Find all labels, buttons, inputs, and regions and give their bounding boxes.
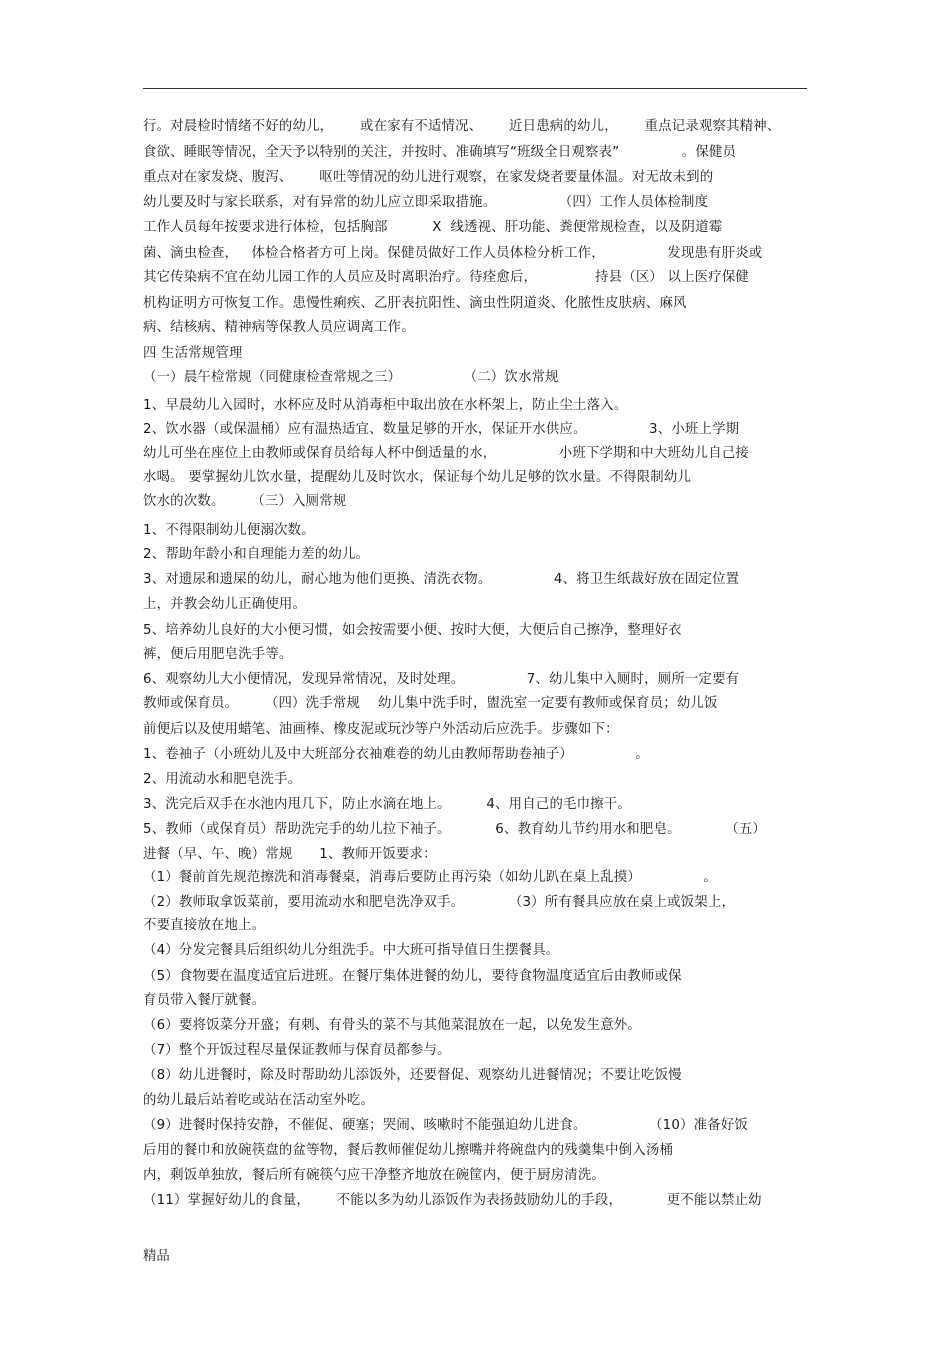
text-line: 2、用流动水和肥皂洗手。 — [143, 772, 302, 787]
text-line: （1）餐前首先规范擦洗和消毒餐桌，消毒后要防止再污染（如幼儿趴在桌上乱摸） 。 — [143, 870, 717, 885]
text-line: 病、结核病、精神病等保教人员应调离工作。 — [143, 320, 415, 335]
text-line: 教师或保育员。 （四）洗手常规 幼儿集中洗手时，盥洗室一定要有教师或保育员；幼儿饭 — [143, 696, 718, 711]
text-line: 机构证明方可恢复工作。患慢性痢疾、乙肝表抗阳性、滴虫性阴道炎、化脓性皮肤病、麻风 — [143, 296, 687, 311]
text-line: 5、培养幼儿良好的大小便习惯，如会按需要小便、按时大便，大便后自己擦净，整理好衣 — [143, 623, 682, 638]
text-line: 其它传染病不宜在幼儿园工作的人员应及时离职治疗。待痊愈后， 持县（区） 以上医疗保健 — [143, 270, 750, 285]
text-line: 育员带入餐厅就餐。 — [143, 993, 266, 1008]
text-line: 四 生活常规管理 — [143, 346, 243, 361]
text-line: （2）教师取拿饭菜前，要用流动水和肥皂洗净双手。 （3）所有餐具应放在桌上或饭架上， — [143, 895, 736, 910]
text-line: 重点对在家发烧、腹泻、 呕吐等情况的幼儿进行观察，在家发烧者要量体温。对无故未到的 — [143, 170, 714, 185]
text-line: 不要直接放在地上。 — [143, 918, 266, 933]
text-line: 行。对晨检时情绪不好的幼儿， 或在家有不适情况、 近日患病的幼儿， 重点记录观察其精神、 — [143, 119, 781, 134]
text-line: （7）整个开饭过程尽量保证教师与保育员都参与。 — [143, 1043, 451, 1058]
text-line: （6）要将饭菜分开盛；有刺、有骨头的菜不与其他菜混放在一起，以免发生意外。 — [143, 1018, 641, 1033]
header-rule — [143, 88, 807, 89]
text-line: 内，剩饭单独放，餐后所有碗筷勺应干净整齐地放在碗筐内，便于厨房清洗。 — [143, 1168, 606, 1183]
text-line: 3、洗完后双手在水池内甩几下，防止水滴在地上。 4、用自己的毛巾擦干。 — [143, 797, 631, 812]
text-line: 3、对遗尿和遗屎的幼儿，耐心地为他们更换、清洗衣物。 4、将卫生纸裁好放在固定位置 — [143, 572, 740, 587]
text-line: 前便后以及使用蜡笔、油画棒、橡皮泥或玩沙等户外活动后应洗手。步骤如下： — [143, 722, 619, 737]
text-line: 1、早晨幼儿入园时，水杯应及时从消毒柜中取出放在水杯架上，防止尘土落入。 — [143, 398, 628, 413]
text-line: 上，并教会幼儿正确使用。 — [143, 597, 307, 612]
text-line: 的幼儿最后站着吃或站在活动室外吃。 — [143, 1093, 375, 1108]
text-line: 2、帮助年龄小和自理能力差的幼儿。 — [143, 547, 370, 562]
text-line: （一）晨午检常规（同健康检查常规之三） （二）饮水常规 — [143, 370, 559, 385]
text-line: 6、观察幼儿大小便情况，发现异常情况，及时处理。 7、幼儿集中入厕时，厕所一定要有 — [143, 672, 740, 687]
text-line: （8）幼儿进餐时，除及时帮助幼儿添饭外，还要督促、观察幼儿进餐情况；不要让吃饭慢 — [143, 1068, 682, 1083]
text-line: 幼儿可坐在座位上由教师或保育员给每人杯中倒适量的水， 小班下学期和中大班幼儿自己接 — [143, 446, 750, 461]
text-line: （5）食物要在温度适宜后进班。在餐厅集体进餐的幼儿，要待食物温度适宜后由教师或保 — [143, 969, 682, 984]
footer-label: 精品 — [143, 1249, 170, 1264]
text-line: 工作人员每年按要求进行体检，包括胸部 X 线透视、肝功能、粪便常规检查，以及阴道霉 — [143, 220, 723, 235]
text-line: 2、饮水器（或保温桶）应有温热适宜、数量足够的开水，保证开水供应。 3、小班上学期 — [143, 422, 740, 437]
text-line: 1、不得限制幼儿便溺次数。 — [143, 523, 315, 538]
text-line: 水喝。 要掌握幼儿饮水量，提醒幼儿及时饮水，保证每个幼儿足够的饮水量。不得限制幼儿 — [143, 470, 692, 485]
text-line: 1、卷袖子（小班幼儿及中大班部分衣袖难卷的幼儿由教师帮助卷袖子） 。 — [143, 747, 650, 762]
text-line: （11）掌握好幼儿的食量， 不能以多为幼儿添饭作为表扬鼓励幼儿的手段， 更不能以禁止幼 — [143, 1193, 762, 1208]
text-line: 菌、滴虫检查， 体检合格者方可上岗。保健员做好工作人员体检分析工作， 发现患有肝炎或 — [143, 246, 763, 261]
text-line: 裤，便后用肥皂洗手等。 — [143, 647, 293, 662]
text-line: 进餐（早、午、晚）常规 1、教师开饭要求： — [143, 847, 437, 862]
text-line: 饮水的次数。 （三）入厕常规 — [143, 494, 347, 509]
text-line: （4）分发完餐具后组织幼儿分组洗手。中大班可指导值日生摆餐具。 — [143, 943, 560, 958]
text-line: （9）进餐时保持安静，不催促、硬塞；哭闹、咳嗽时不能强迫幼儿进食。 （10）准备好饭 — [143, 1118, 748, 1133]
text-line: 5、教师（或保育员）帮助洗完手的幼儿拉下袖子。 6、教育幼儿节约用水和肥皂。 （五） — [143, 822, 767, 837]
text-line: 幼儿要及时与家长联系，对有异常的幼儿应立即采取措施。 （四）工作人员体检制度 — [143, 195, 709, 210]
text-line: 后用的餐巾和放碗筷盘的盆等物，餐后教师催促幼儿擦嘴并将碗盘内的残羹集中倒入汤桶 — [143, 1143, 674, 1158]
text-line: 食欲、睡眠等情况，全天予以特别的关注，并按时、准确填写“班级全日观察表” 。保健员 — [143, 145, 737, 160]
